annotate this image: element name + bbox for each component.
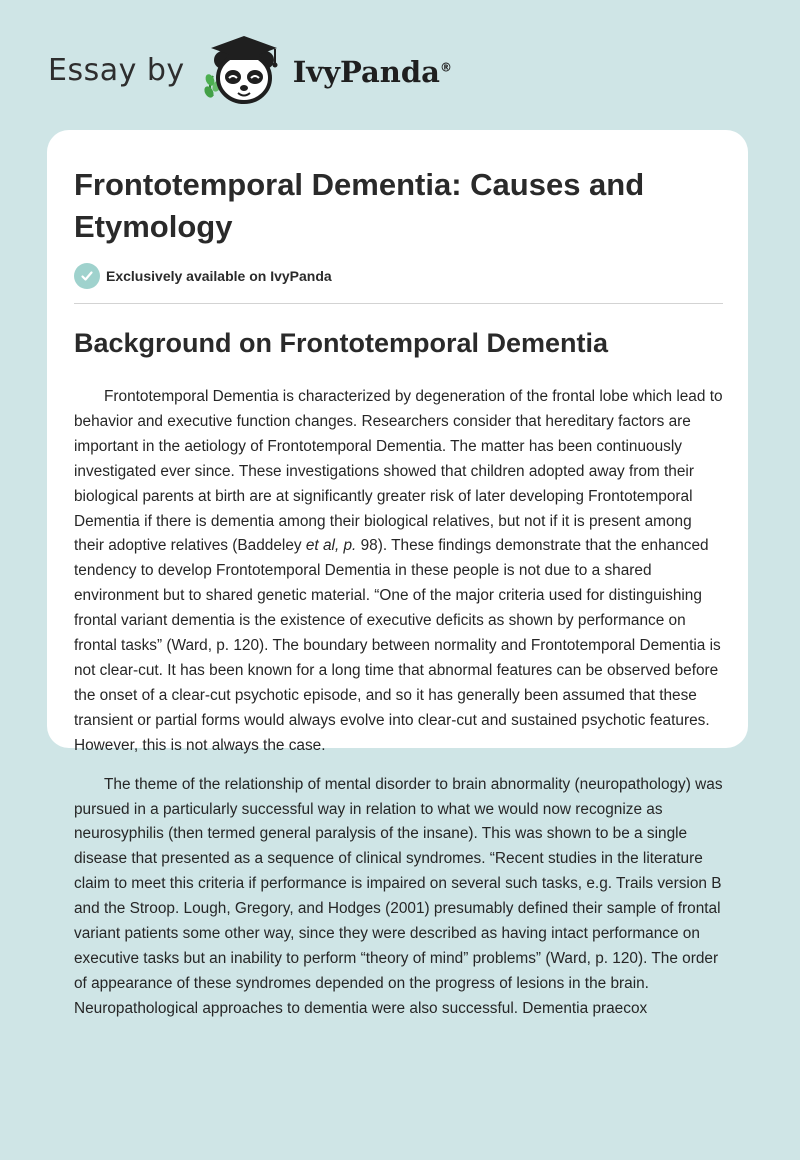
brand-header (48, 34, 452, 114)
essay-card (47, 130, 748, 1017)
exclusive-label: Exclusively available on IvyPanda (106, 268, 332, 284)
essay-body (74, 385, 724, 1036)
exclusive-badge (74, 263, 332, 289)
paragraph-2: The theme of the relationship of mental disorder to brain abnormality (neuropathology) was pursued in a particularly successful way in relation to what we would now recognize as neurosyphilis (then termed general paralysis of the insane). This was shown to be a single disease that presented as a sequence of clinical syndromes. “Recent studies in the literature claim to meet this criteria if performance is impaired on several such tasks, e.g. Trails version B and the Stroop. Lough, Gregory, and Hodges (2001) presumably defined their sample of frontal variant patients some other way, since they were described as having intact performance on executive tasks but an inability to perform “theory of mind” problems” (Ward, p. 120). The order of appearance of these syndromes depended on the progress of lesions in the brain. Neuropathological approaches to dementia were also successful. Dementia praecox (74, 775, 723, 1017)
brand-name: IvyPanda® (292, 55, 452, 89)
section-heading: Background on Frontotemporal Dementia (74, 328, 609, 358)
check-circle-icon (74, 263, 100, 289)
essay-title: Frontotemporal Dementia: Causes and Etymology (74, 167, 645, 244)
panda-logo-icon[interactable] (199, 30, 291, 110)
brand-prefix: Essay by (48, 52, 185, 88)
paragraph-1: Frontotemporal Dementia is characterized by degeneration of the frontal lobe which lead to behavior and executive function changes. Researchers consider that hereditary factors are important in the aetiology of Frontotemporal Dementia. The matter has been continuously investigated ever since. These investigations showed that children adopted away from their biological parents at birth are at significantly greater risk of later developing Frontotemporal Dementia if there is dementia among their biological relatives, but not if it is present among their adoptive relatives (Baddeley et al, p. 98). These findings demonstrate that the enhanced tendency to develop Frontotemporal Dementia in these people is not due to a shared environment but to shared genetic material. “One of the major criteria used for distinguishing frontal variant dementia is the existence of executive deficits as shown by performance on frontal tasks” (Ward, p. 120). The boundary between normality and Frontotemporal Dementia is not clear-cut. It has been known for a long time that abnormal features can be observed before the onset of a clear-cut psychotic episode, and so it has generally been assumed that these transient or partial forms would always evolve into clear-cut and sustained psychotic features. However, this is not always the case. (74, 388, 723, 754)
divider (74, 303, 723, 304)
